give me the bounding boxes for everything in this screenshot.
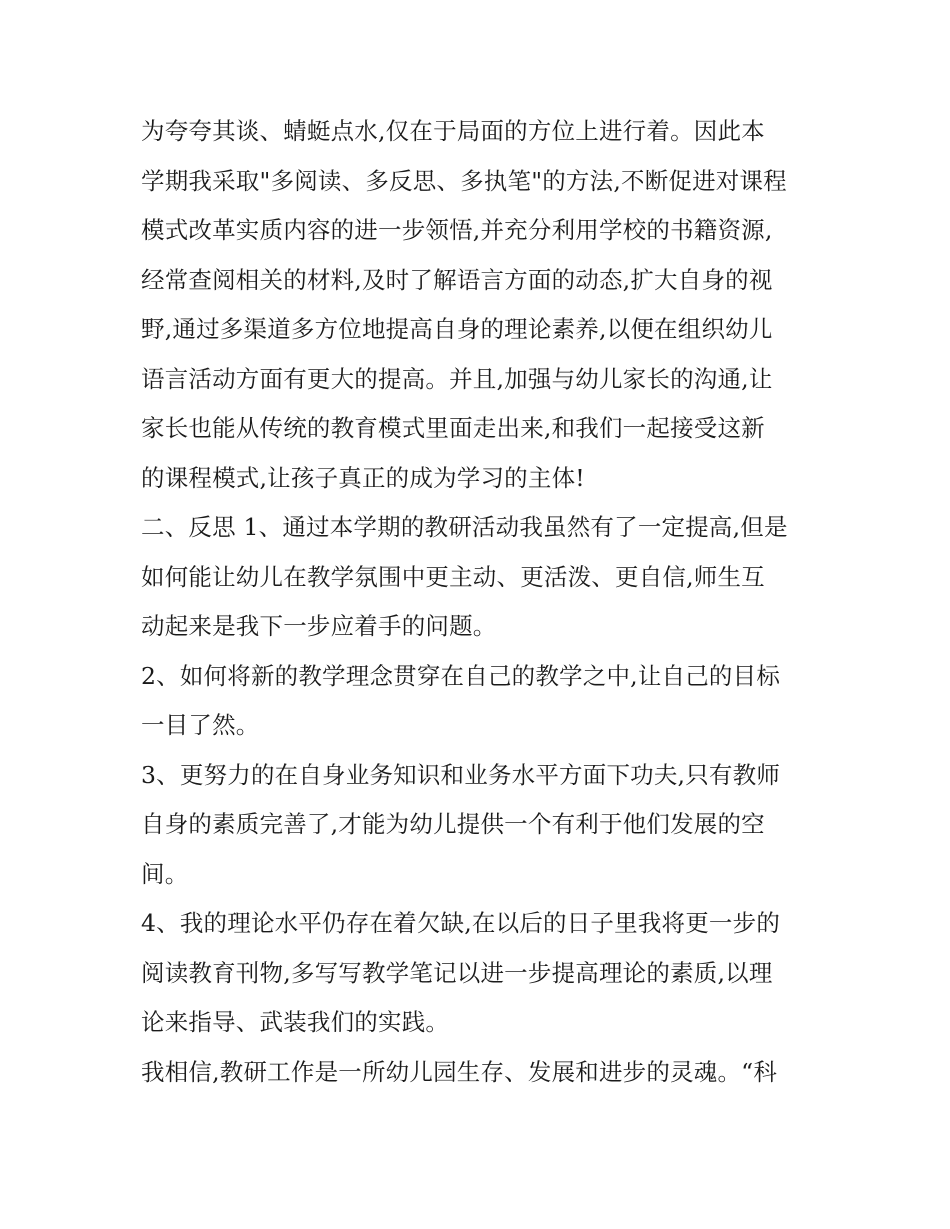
list-item-line: 3、更努力的在自身业务知识和业务水平方面下功夫,只有教师 xyxy=(141,760,781,789)
text-line: 如何能让幼儿在教学氛围中更主动、更活泼、更自信,师生互 xyxy=(141,562,765,591)
text-line: 论来指导、武装我们的实践。 xyxy=(141,1008,450,1036)
text-line: 学期我采取"多阅读、多反思、多执笔"的方法,不断促进对课程 xyxy=(141,166,787,195)
text-line: 语言活动方面有更大的提高。并且,加强与幼儿家长的沟通,让 xyxy=(141,364,773,393)
section-heading-line: 二、反思 1、通过本学期的教研活动我虽然有了一定提高,但是 xyxy=(141,513,788,541)
body-text xyxy=(141,107,821,1097)
text-line: 经常查阅相关的材料,及时了解语言方面的动态,扩大自身的视 xyxy=(141,265,773,294)
text-line: 野,通过多渠道多方位地提高自身的理论素养,以便在组织幼儿 xyxy=(141,315,773,343)
text-line: 模式改革实质内容的进一步领悟,并充分利用学校的书籍资源, xyxy=(141,216,773,244)
text-line: 的课程模式,让孩子真正的成为学习的主体! xyxy=(141,463,585,492)
list-item-line: 2、如何将新的教学理念贯穿在自己的教学之中,让自己的目标 xyxy=(141,661,781,690)
text-line: 自身的素质完善了,才能为幼儿提供一个有利于他们发展的空 xyxy=(141,810,765,838)
text-line: 动起来是我下一步应着手的问题。 xyxy=(141,612,497,640)
text-line: 为夸夸其谈、蜻蜓点水,仅在于局面的方位上进行着。因此本 xyxy=(141,117,765,145)
text-line: 家长也能从传统的教育模式里面走出来,和我们一起接受这新 xyxy=(141,414,765,442)
text-line: 一目了然。 xyxy=(141,711,260,739)
list-item-line: 4、我的理论水平仍存在着欠缺,在以后的日子里我将更一步的 xyxy=(141,909,781,937)
text-line: 我相信,教研工作是一所幼儿园生存、发展和进步的灵魂。“科 xyxy=(141,1057,778,1086)
text-line: 阅读教育刊物,多写写教学笔记以进一步提高理论的素质,以理 xyxy=(141,958,773,987)
text-line: 间。 xyxy=(141,859,189,888)
